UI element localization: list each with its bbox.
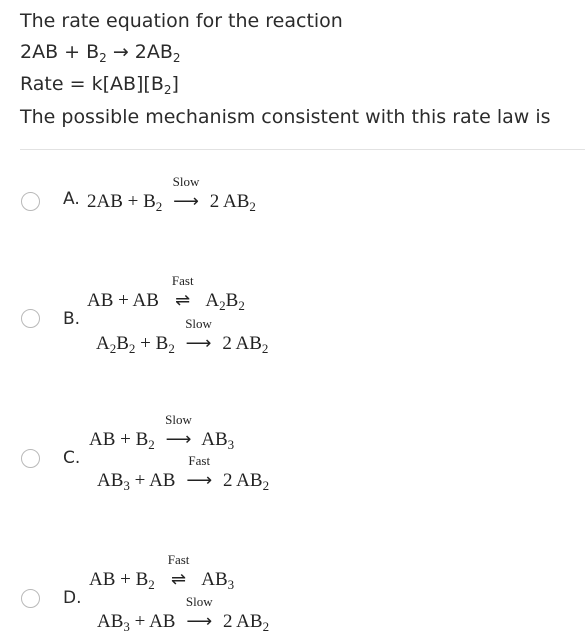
- eq-rhs: B: [225, 290, 239, 311]
- eq-lhs: AB + B: [89, 429, 149, 450]
- subscript: 3: [123, 619, 130, 634]
- eq-rhs: A: [205, 290, 220, 311]
- option-c-letter: C.: [63, 448, 81, 468]
- arrow-symbol: ⇌: [171, 569, 187, 589]
- rate-label: Slow: [185, 594, 213, 609]
- subscript: 2: [128, 341, 136, 356]
- option-a-equation[interactable]: [87, 174, 256, 215]
- reaction-equation: [20, 41, 181, 65]
- eq-lhs: A: [96, 333, 110, 354]
- subscript: 2: [148, 437, 155, 452]
- option-b-letter: B.: [63, 309, 81, 329]
- forward-arrow: [163, 412, 195, 451]
- eq-rhs: 2 AB: [222, 333, 262, 354]
- forward-arrow: [183, 453, 215, 492]
- rate-law-end: ]: [171, 73, 179, 95]
- option-a-radio[interactable]: [21, 192, 40, 211]
- subscript: 2: [99, 51, 107, 65]
- subscript: 2: [155, 199, 163, 214]
- rate-label: Fast: [171, 273, 194, 288]
- eq-lhs: + B: [135, 333, 169, 354]
- divider: [20, 149, 585, 150]
- forward-arrow: [170, 174, 202, 213]
- subscript: 2: [172, 51, 181, 65]
- subscript: 2: [262, 619, 270, 634]
- reaction-rhs: → 2AB: [106, 41, 173, 63]
- option-b-step2[interactable]: [96, 316, 269, 357]
- forward-arrow: [183, 594, 215, 633]
- option-b-step1[interactable]: [87, 273, 245, 314]
- eq-rhs: AB: [201, 569, 228, 590]
- option-b-radio[interactable]: [21, 309, 40, 328]
- rate-law: [20, 73, 179, 97]
- arrow-symbol: ⟶: [173, 191, 199, 211]
- option-c-step2[interactable]: [97, 453, 270, 494]
- option-d-letter: D.: [63, 588, 82, 608]
- equilibrium-arrow: [163, 552, 195, 591]
- option-c-radio[interactable]: [21, 449, 40, 468]
- arrow-symbol: ⟶: [185, 333, 212, 353]
- rate-label: Slow: [165, 412, 192, 427]
- arrow-symbol: ⇌: [175, 290, 191, 310]
- rate-label: Fast: [167, 552, 190, 567]
- eq-lhs: AB: [97, 611, 124, 632]
- subscript: 2: [219, 298, 226, 313]
- equilibrium-arrow: [167, 273, 199, 312]
- subscript: 2: [249, 199, 256, 214]
- eq-lhs: 2AB + B: [87, 191, 156, 212]
- subscript: 2: [262, 478, 270, 493]
- subscript: 2: [109, 341, 117, 356]
- question-text: The rate equation for the reaction: [20, 10, 343, 32]
- rate-law-text: Rate = k[AB][B: [20, 73, 164, 95]
- eq-lhs: AB + B: [89, 569, 149, 590]
- arrow-symbol: ⟶: [186, 611, 213, 631]
- eq-lhs: + AB: [129, 470, 176, 491]
- eq-lhs: AB: [97, 470, 124, 491]
- subscript: 3: [227, 437, 235, 452]
- eq-rhs: 2 AB: [222, 470, 263, 491]
- eq-rhs: 2 AB: [222, 611, 263, 632]
- eq-rhs: 2 AB: [209, 191, 250, 212]
- option-d-radio[interactable]: [21, 589, 40, 608]
- eq-lhs: + AB: [129, 611, 176, 632]
- subscript: 3: [123, 478, 130, 493]
- eq-rhs: AB: [201, 429, 228, 450]
- reaction-lhs: 2AB + B: [20, 41, 100, 63]
- option-d-step1[interactable]: [89, 552, 235, 593]
- question-prompt: The possible mechanism consistent with this rate law is: [20, 106, 551, 128]
- option-d-step2[interactable]: [97, 594, 270, 635]
- eq-lhs: AB + AB: [87, 290, 159, 311]
- subscript: 2: [168, 341, 175, 356]
- subscript: 3: [227, 577, 235, 592]
- eq-lhs: B: [116, 333, 129, 354]
- arrow-symbol: ⟶: [165, 429, 192, 449]
- subscript: 2: [238, 298, 245, 313]
- rate-label: Fast: [188, 453, 211, 468]
- option-c-step1[interactable]: [89, 412, 235, 453]
- rate-label: Slow: [185, 316, 212, 331]
- forward-arrow: [183, 316, 215, 355]
- option-a-letter: A.: [63, 189, 80, 209]
- subscript: 2: [148, 577, 155, 592]
- subscript: 2: [261, 341, 269, 356]
- rate-label: Slow: [172, 174, 200, 189]
- subscript: 2: [163, 83, 172, 97]
- arrow-symbol: ⟶: [186, 470, 213, 490]
